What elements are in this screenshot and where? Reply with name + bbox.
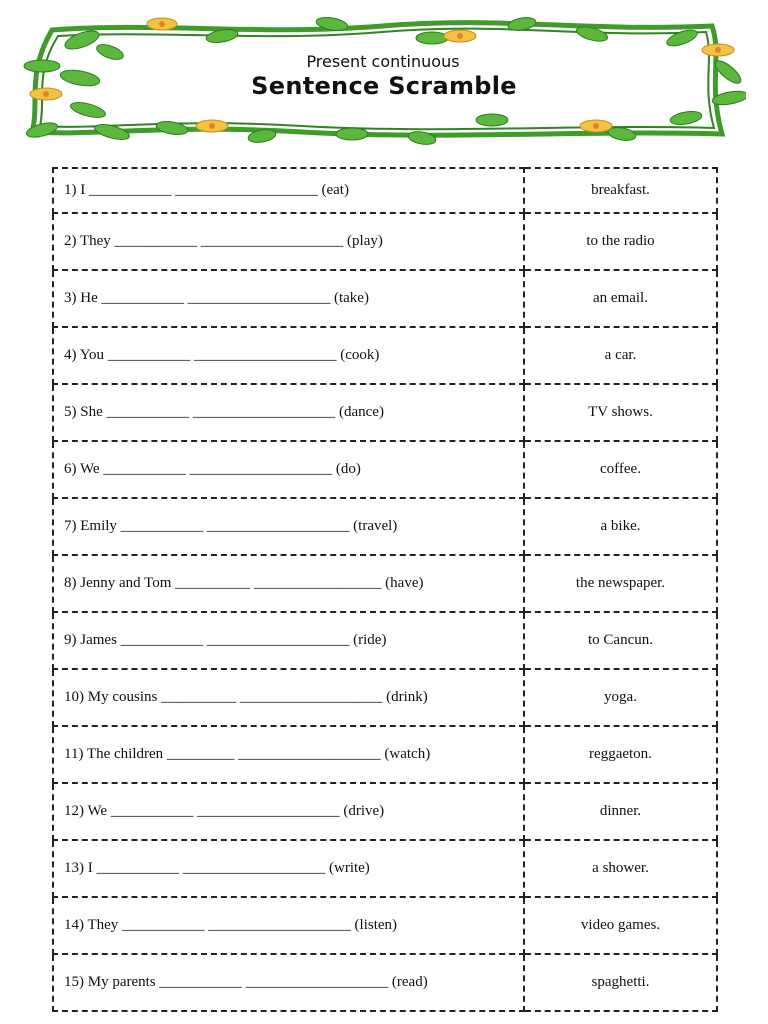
sentence-cell: 1) I ___________ ___________________ (eat) <box>53 168 524 213</box>
sentence-cell: 13) I ___________ ___________________ (write) <box>53 840 524 897</box>
table-row <box>53 327 717 384</box>
table-row <box>53 384 717 441</box>
ending-cell: a shower. <box>524 840 717 897</box>
scramble-table <box>52 167 718 1012</box>
table-row <box>53 840 717 897</box>
table-row <box>53 954 717 1011</box>
table-row <box>53 783 717 840</box>
ending-cell: dinner. <box>524 783 717 840</box>
sentence-cell: 4) You ___________ ___________________ (cook) <box>53 327 524 384</box>
sentence-cell: 14) They ___________ ___________________ (listen) <box>53 897 524 954</box>
table-row <box>53 498 717 555</box>
sentence-cell: 9) James ___________ ___________________ (ride) <box>53 612 524 669</box>
ending-cell: breakfast. <box>524 168 717 213</box>
table-row <box>53 270 717 327</box>
table-row <box>53 669 717 726</box>
sentence-cell: 2) They ___________ ___________________ (play) <box>53 213 524 270</box>
table-row <box>53 213 717 270</box>
sentence-cell: 8) Jenny and Tom __________ _________________ (have) <box>53 555 524 612</box>
ending-cell: the newspaper. <box>524 555 717 612</box>
table-row <box>53 726 717 783</box>
page-subtitle: Present continuous <box>306 52 460 71</box>
table-row <box>53 897 717 954</box>
ending-cell: reggaeton. <box>524 726 717 783</box>
table-row <box>53 555 717 612</box>
ending-cell: video games. <box>524 897 717 954</box>
ending-cell: coffee. <box>524 441 717 498</box>
sentence-cell: 5) She ___________ ___________________ (dance) <box>53 384 524 441</box>
sentence-cell: 11) The children _________ ___________________ (watch) <box>53 726 524 783</box>
table-row <box>53 441 717 498</box>
sentence-cell: 10) My cousins __________ ___________________ (drink) <box>53 669 524 726</box>
ending-cell: yoga. <box>524 669 717 726</box>
sentence-cell: 7) Emily ___________ ___________________ (travel) <box>53 498 524 555</box>
ending-cell: an email. <box>524 270 717 327</box>
ending-cell: a bike. <box>524 498 717 555</box>
table-row <box>53 168 717 213</box>
page-header <box>0 52 768 100</box>
ending-cell: to the radio <box>524 213 717 270</box>
sentence-cell: 3) He ___________ ___________________ (take) <box>53 270 524 327</box>
ending-cell: to Cancun. <box>524 612 717 669</box>
ending-cell: spaghetti. <box>524 954 717 1011</box>
page-title: Sentence Scramble <box>251 72 517 100</box>
ending-cell: TV shows. <box>524 384 717 441</box>
sentence-cell: 6) We ___________ ___________________ (do) <box>53 441 524 498</box>
ending-cell: a car. <box>524 327 717 384</box>
sentence-cell: 15) My parents ___________ ___________________ (read) <box>53 954 524 1011</box>
sentence-cell: 12) We ___________ ___________________ (drive) <box>53 783 524 840</box>
table-row <box>53 612 717 669</box>
